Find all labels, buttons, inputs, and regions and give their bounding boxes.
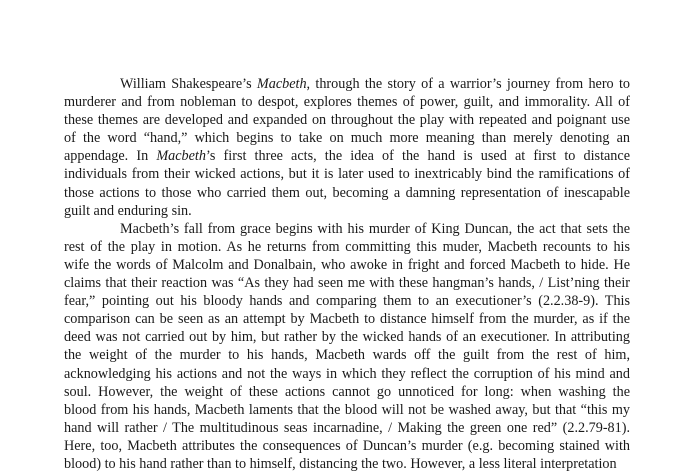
text-segment: fear,” pointing out his bloody hands and comparing them to an executioner’s (2.2.38-9). This (64, 293, 630, 310)
text-line (64, 437, 630, 455)
text-line (64, 328, 630, 346)
text-line (64, 292, 630, 310)
text-line (64, 310, 630, 328)
text-line (64, 274, 630, 292)
text-line (64, 419, 630, 437)
text-line (64, 256, 630, 274)
text-segment: blood from his hands, Macbeth laments that the blood will not be washed away, but that “this my (64, 401, 630, 418)
text-segment: guilt and enduring sin. (64, 202, 192, 219)
text-line (64, 401, 630, 419)
text-line (64, 184, 630, 202)
text-line (64, 455, 630, 473)
text-segment: murderer and from nobleman to despot, explores themes of power, guilt, and immorality. All of (64, 94, 630, 111)
essay-body (64, 75, 630, 473)
text-line (64, 129, 630, 147)
text-segment: William Shakespeare’s (120, 76, 257, 92)
text-line (64, 220, 630, 238)
paragraph (64, 220, 630, 473)
text-line (64, 165, 630, 183)
text-segment: , through the story of a warrior’s journey from hero to (306, 76, 630, 92)
text-segment: blood) to his hand rather than to himself, distancing the two. However, a less literal interpretation (64, 455, 617, 472)
text-line (64, 93, 630, 111)
text-segment: wife the words of Malcolm and Donalbain, who awoke in fright and forced Macbeth to hide. He (64, 256, 630, 273)
italic-title-text: Macbeth (256, 76, 307, 92)
text-segment: Here, too, Macbeth attributes the consequences of Duncan’s murder (e.g. becoming stained with (64, 437, 630, 454)
text-line (64, 111, 630, 129)
text-segment: these themes are developed and expanded on throughout the play with repeated and poignant use (64, 112, 630, 129)
text-line (64, 75, 630, 93)
text-segment: Macbeth’s fall from grace begins with his murder of King Duncan, the act that sets the (120, 220, 630, 237)
text-segment: comparison can be seen as an attempt by Macbeth to distance himself from the murder, as if the (64, 311, 630, 328)
text-segment: ’s first three acts, the idea of the hand is used at first to distance (205, 148, 630, 165)
paragraph (64, 75, 630, 220)
text-segment: rest of the play in motion. As he returns from committing this muder, Macbeth recounts to his (64, 238, 630, 255)
text-segment: hand will rather / The multitudinous seas incarnadine, / Making the green one red” (2.2.79-81). (64, 419, 630, 436)
text-line (64, 202, 630, 220)
text-segment: deed was not carried out by him, but rather by the wicked hands of an executioner. In attributing (64, 329, 630, 346)
text-segment: appendage. In (64, 148, 157, 165)
text-line (64, 238, 630, 256)
text-line (64, 346, 630, 364)
text-segment: acknowledging his actions and not the ways in which they reflect the corruption of his mind and (64, 365, 630, 382)
text-segment: individuals from their wicked actions, but it is later used to inextricably bind the ramifications of (64, 166, 630, 183)
text-line (64, 365, 630, 383)
text-segment: of the word “hand,” which begins to take on much more meaning than merely denoting an (64, 130, 630, 147)
text-line (64, 147, 630, 165)
italic-title-text: Macbeth (156, 148, 206, 165)
text-segment: claims that their reaction was “As they had seen me with these hangman’s hands, / List’ning their (64, 275, 630, 292)
text-segment: soul. However, the weight of these actions cannot go unnoticed for long: when washing the (64, 383, 630, 400)
text-line (64, 383, 630, 401)
text-segment: those actions to those who carried them out, becoming a damning representation of inescapable (64, 184, 630, 201)
text-segment: the weight of the murder to his hands, Macbeth wards off the guilt from the rest of him, (64, 347, 630, 364)
